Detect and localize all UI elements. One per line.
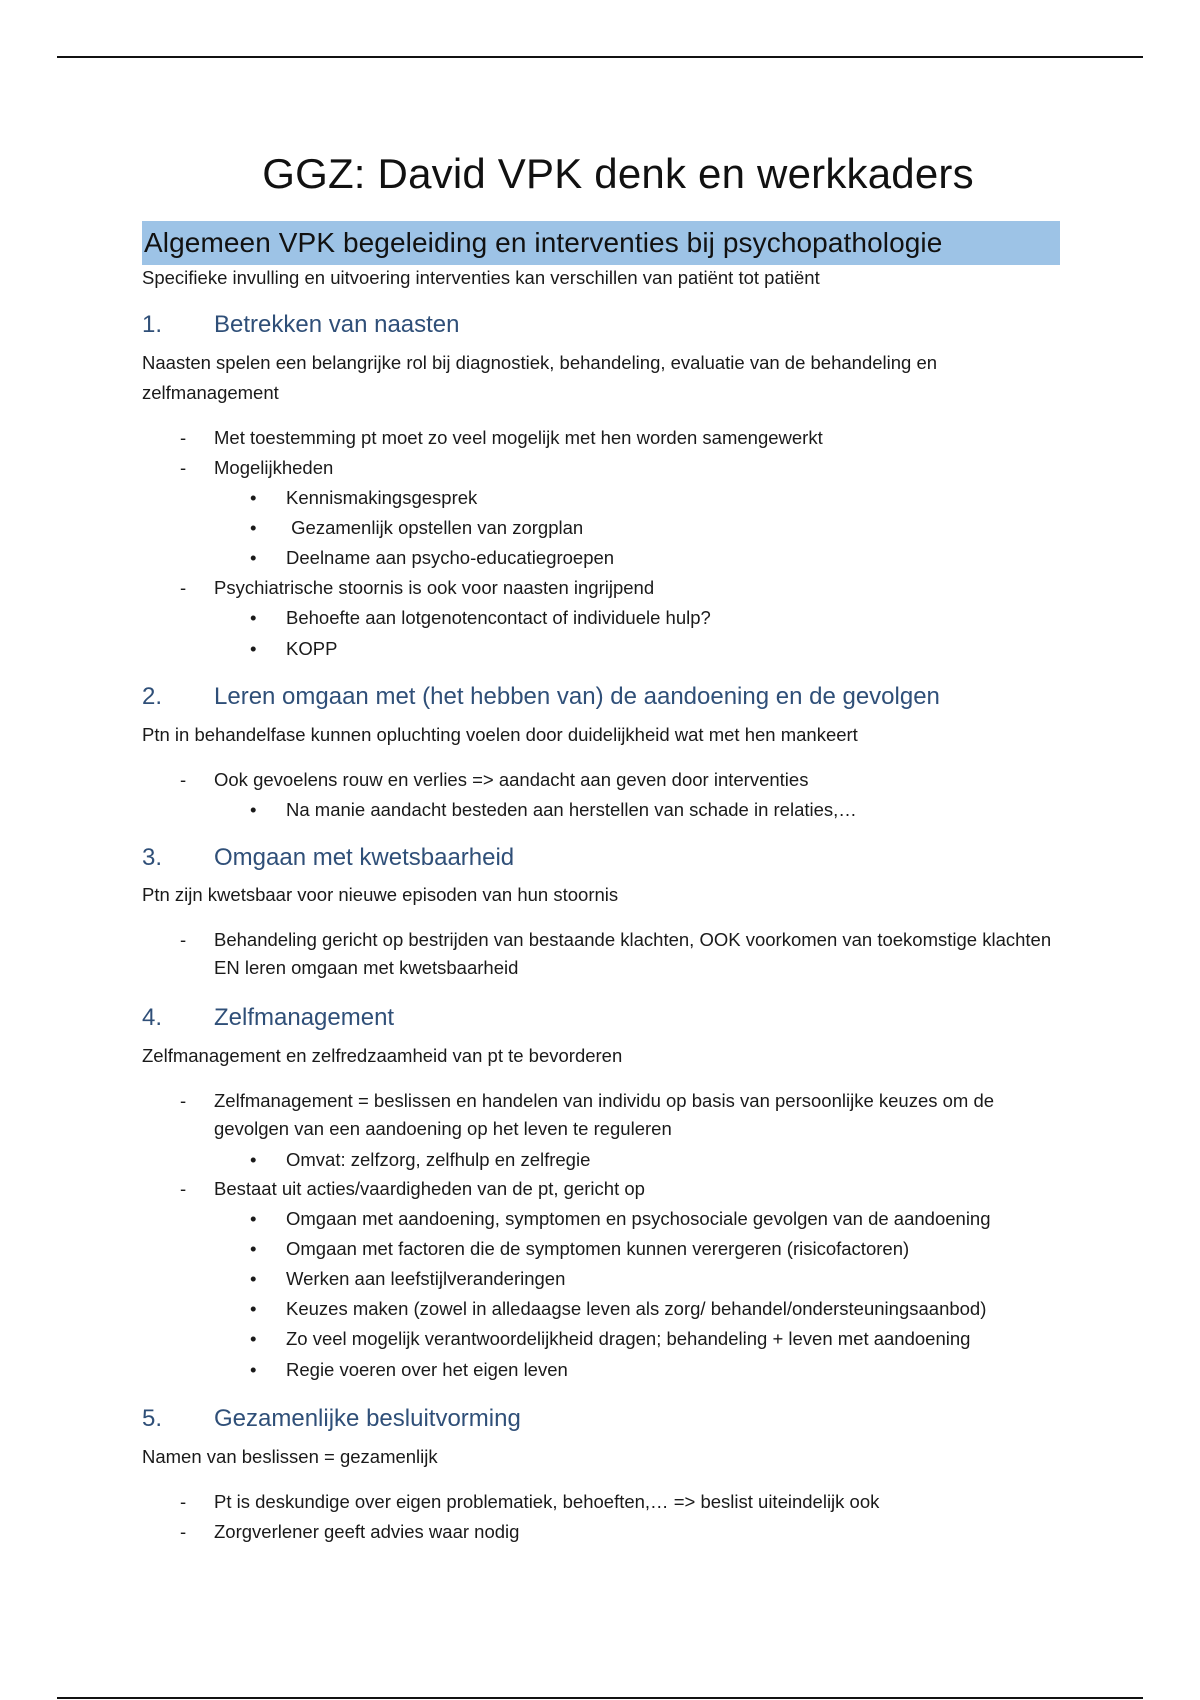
list-item-text: Bestaat uit acties/vaardigheden van de pt, gericht op: [214, 1178, 645, 1199]
list-item-text: Mogelijkheden: [214, 457, 334, 478]
list-item-text: Zelfmanagement = beslissen en handelen van individu op basis van persoonlijke keuzes om de gevolgen van een aandoening op het leven te reguleren: [214, 1090, 995, 1139]
section-paragraph: Ptn in behandelfase kunnen opluchting voelen door duidelijkheid wat met hen mankeert: [142, 724, 858, 745]
main-heading: Algemeen VPK begeleiding en interventies bij psychopathologie: [144, 227, 943, 258]
section-title: Betrekken van naasten: [214, 311, 460, 338]
dash-marker: -: [180, 1090, 187, 1111]
section-number: 2.: [142, 683, 163, 710]
bullet-marker: •: [250, 487, 257, 508]
section-paragraph: Zelfmanagement en zelfredzaamheid van pt te bevorderen: [142, 1045, 623, 1066]
section-heading-4: [142, 1004, 394, 1032]
section-title: Leren omgaan met (het hebben van) de aandoening en de gevolgen: [214, 683, 940, 710]
top-rule: [57, 56, 1143, 58]
dash-marker: -: [180, 929, 187, 950]
bullet-marker: •: [250, 517, 257, 538]
section-number: 5.: [142, 1405, 163, 1432]
list-item-text: Psychiatrische stoornis is ook voor naasten ingrijpend: [214, 577, 655, 598]
bullet-marker: •: [250, 607, 257, 628]
dash-marker: -: [180, 1521, 187, 1542]
section-title: Zelfmanagement: [214, 1004, 395, 1031]
sub-item-text: Zo veel mogelijk verantwoordelijkheid dragen; behandeling + leven met aandoening: [286, 1328, 971, 1349]
section-number: 4.: [142, 1004, 163, 1031]
section-paragraph: Ptn zijn kwetsbaar voor nieuwe episoden van hun stoornis: [142, 884, 619, 905]
bullet-marker: •: [250, 1328, 257, 1349]
list-item-text: Pt is deskundige over eigen problematiek, behoeften,… => beslist uiteindelijk ook: [214, 1491, 880, 1512]
section-number: 3.: [142, 844, 163, 871]
document-title: GGZ: David VPK denk en werkkaders: [262, 150, 974, 197]
list-item-text: Met toestemming pt moet zo veel mogelijk met hen worden samengewerkt: [214, 427, 823, 448]
bullet-marker: •: [250, 1268, 257, 1289]
dash-marker: -: [180, 457, 187, 478]
bottom-rule: [57, 1697, 1143, 1699]
sub-item-text: Regie voeren over het eigen leven: [286, 1359, 568, 1380]
dash-marker: -: [180, 427, 187, 448]
sub-item-text: Deelname aan psycho-educatiegroepen: [286, 547, 615, 568]
bullet-marker: •: [250, 1298, 257, 1319]
sub-item-text: Kennismakingsgesprek: [286, 487, 478, 508]
section-heading-3: [142, 844, 514, 872]
sub-item-text: Keuzes maken (zowel in alledaagse leven als zorg/ behandel/ondersteuningsaanbod): [286, 1298, 987, 1319]
dash-marker: -: [180, 577, 187, 598]
bullet-marker: •: [250, 799, 257, 820]
bullet-marker: •: [250, 547, 257, 568]
list-item-text: Ook gevoelens rouw en verlies => aandacht aan geven door interventies: [214, 769, 809, 790]
section-heading-5: [142, 1405, 521, 1433]
section-heading-2: [142, 683, 940, 711]
sub-item-text: Omgaan met factoren die de symptomen kunnen verergeren (risicofactoren): [286, 1238, 910, 1259]
heading-band: [142, 221, 1060, 265]
sub-item-text: Behoefte aan lotgenotencontact of individuele hulp?: [286, 607, 711, 628]
section-title: Gezamenlijke besluitvorming: [214, 1405, 521, 1432]
dash-marker: -: [180, 1178, 187, 1199]
section-paragraph: Namen van beslissen = gezamenlijk: [142, 1446, 438, 1467]
sub-item-text: Omvat: zelfzorg, zelfhulp en zelfregie: [286, 1149, 591, 1170]
sub-item-text: Na manie aandacht besteden aan herstellen van schade in relaties,…: [286, 799, 857, 820]
bullet-marker: •: [250, 1149, 257, 1170]
section-title: Omgaan met kwetsbaarheid: [214, 844, 515, 871]
dash-marker: -: [180, 1491, 187, 1512]
bullet-marker: •: [250, 1359, 257, 1380]
section-number: 1.: [142, 311, 163, 338]
bullet-marker: •: [250, 638, 257, 659]
sub-item-text: Werken aan leefstijlveranderingen: [286, 1268, 566, 1289]
intro-text: Specifieke invulling en uitvoering interventies kan verschillen van patiënt tot patiënt: [142, 267, 820, 288]
bullet-marker: •: [250, 1238, 257, 1259]
bullet-marker: •: [250, 1208, 257, 1229]
section-heading-1: [142, 311, 460, 339]
section-paragraph: Naasten spelen een belangrijke rol bij diagnostiek, behandeling, evaluatie van de behandeling en zelfmanagement: [142, 352, 938, 403]
list-item-text: Zorgverlener geeft advies waar nodig: [214, 1521, 520, 1542]
dash-marker: -: [180, 769, 187, 790]
list-item-text: Behandeling gericht op bestrijden van bestaande klachten, OOK voorkomen van toekomstige klachten EN leren omgaan met kwetsbaarheid: [214, 929, 1052, 978]
sub-item-text: Omgaan met aandoening, symptomen en psychosociale gevolgen van de aandoening: [286, 1208, 991, 1229]
sub-item-text: Gezamenlijk opstellen van zorgplan: [286, 517, 584, 538]
sub-item-text: KOPP: [286, 638, 338, 659]
